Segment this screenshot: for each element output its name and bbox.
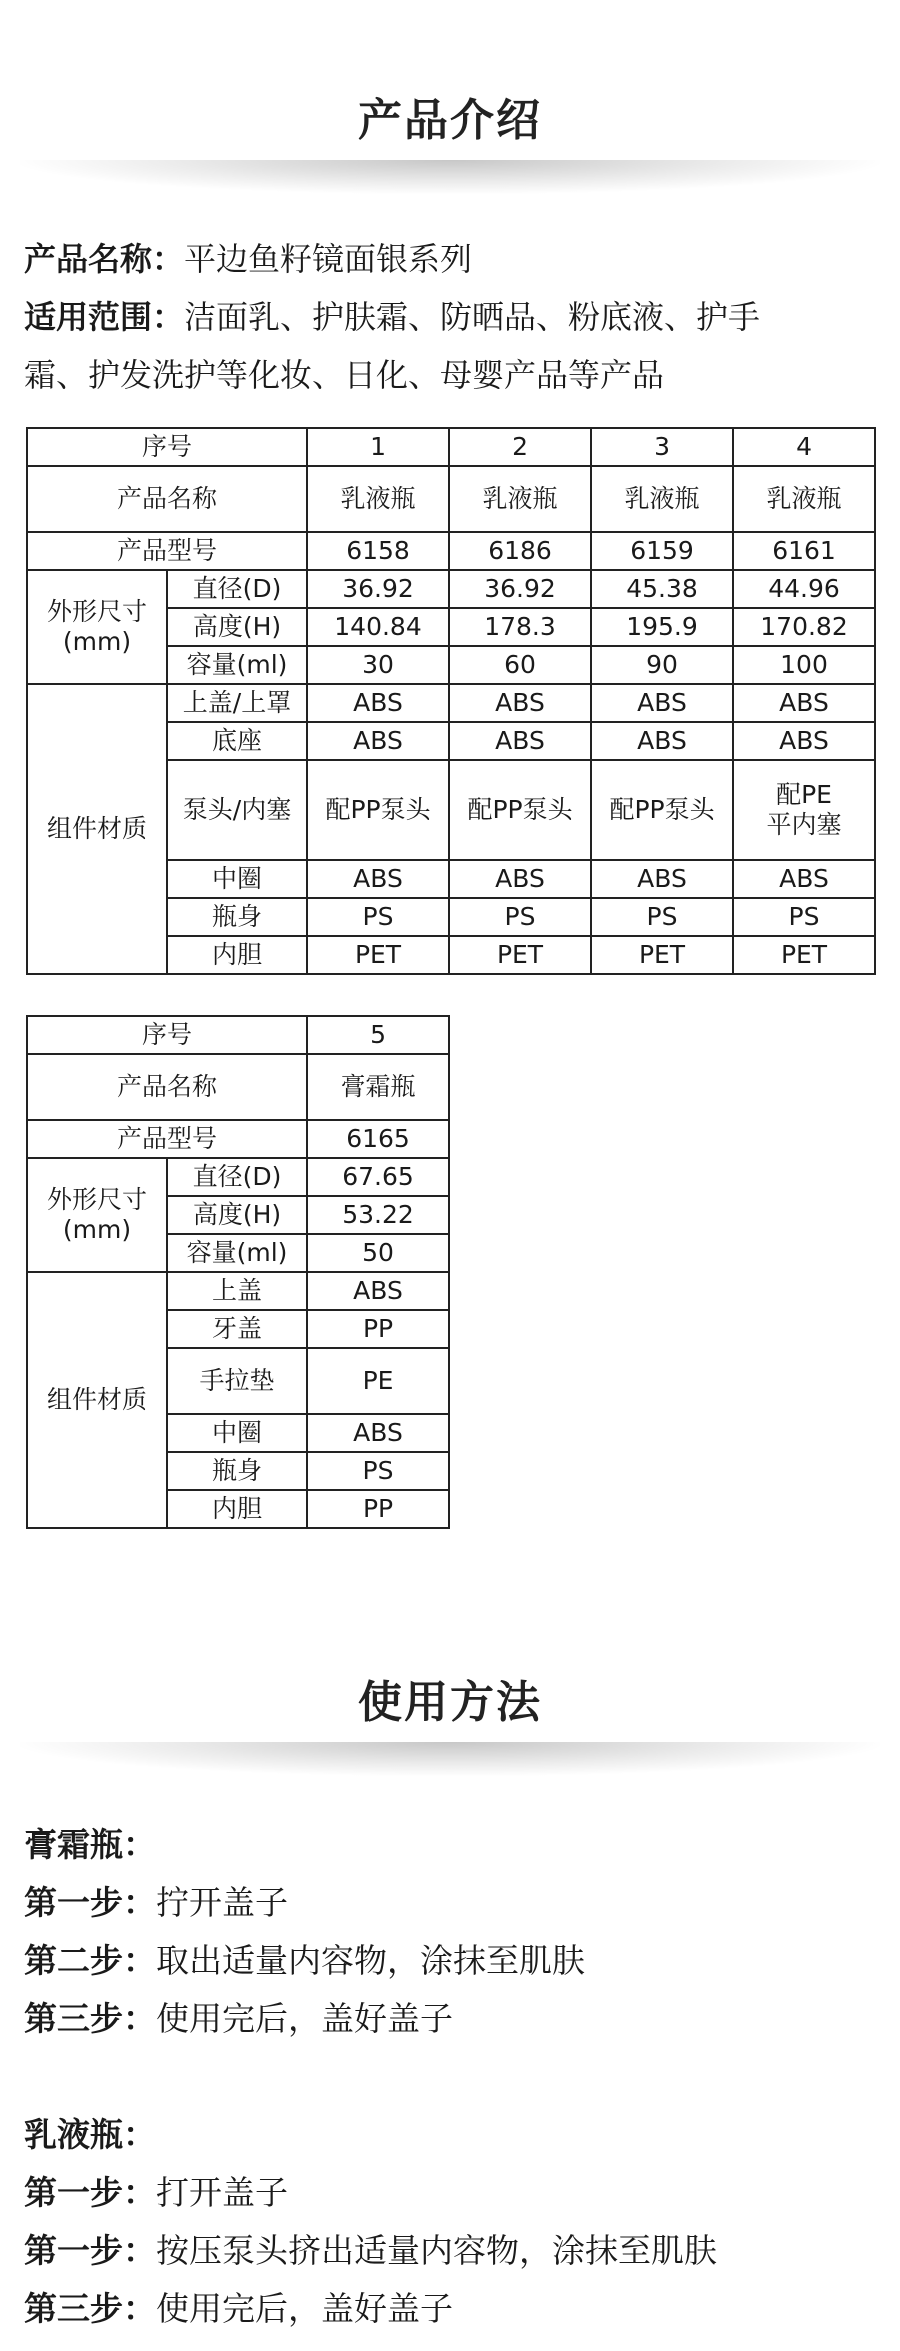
table-cell: PET [733, 936, 875, 974]
table-cell: PET [449, 936, 591, 974]
table-cell: 44.96 [733, 570, 875, 608]
table-row [27, 1120, 449, 1158]
table-cell: 6161 [733, 532, 875, 570]
scope-value-2: 霜、护发洗护等化妆、日化、母婴产品等产品 [24, 356, 665, 394]
table-row [27, 1272, 449, 1310]
row-label: 产品名称 [27, 1054, 307, 1120]
dim-group-label-1: 外形尺寸 [46, 1185, 147, 1214]
table-cell: 195.9 [591, 608, 733, 646]
row-label: 牙盖 [167, 1310, 307, 1348]
step-label: 第三步： [24, 2289, 156, 2328]
lotion-heading [24, 2106, 156, 2164]
row-label: 上盖/上罩 [167, 684, 307, 722]
row-label: 容量(ml) [167, 1234, 307, 1272]
row-label: 容量(ml) [167, 646, 307, 684]
cream-heading [24, 1816, 156, 1874]
cream-heading-text: 膏霜瓶： [24, 1825, 156, 1864]
table-cell [733, 760, 875, 860]
table-cell: ABS [307, 1272, 449, 1310]
table-cell: PE [307, 1348, 449, 1414]
table-cell: 178.3 [449, 608, 591, 646]
pump4-line1: 配PE [776, 780, 832, 809]
table-cell: 45.38 [591, 570, 733, 608]
step-label: 第三步： [24, 1999, 156, 2038]
table-cell: 乳液瓶 [307, 466, 449, 532]
table-cell: PP [307, 1310, 449, 1348]
table-cell: ABS [733, 860, 875, 898]
lotion-step [24, 2280, 453, 2338]
table-cell: PS [307, 898, 449, 936]
step-text: 按压泵头挤出适量内容物，涂抹至肌肤 [156, 2231, 717, 2270]
table-row [27, 570, 875, 608]
table-cell: 36.92 [449, 570, 591, 608]
usage-title: 使用方法 [358, 1677, 542, 1728]
row-label: 直径(D) [167, 570, 307, 608]
row-label: 底座 [167, 722, 307, 760]
step-label: 第一步： [24, 1883, 156, 1922]
header-label: 序号 [27, 428, 307, 466]
cream-step [24, 1990, 453, 2048]
table-cell: PS [591, 898, 733, 936]
table-cell: PP [307, 1490, 449, 1528]
table-cell: 90 [591, 646, 733, 684]
table-cell: 乳液瓶 [591, 466, 733, 532]
row-label: 瓶身 [167, 1452, 307, 1490]
pump4-line2: 平内塞 [766, 810, 842, 839]
col-number: 3 [591, 428, 733, 466]
row-label: 瓶身 [167, 898, 307, 936]
col-number: 4 [733, 428, 875, 466]
table-cell: 60 [449, 646, 591, 684]
lotion-heading-text: 乳液瓶： [24, 2115, 156, 2154]
table-row [27, 684, 875, 722]
lotion-step [24, 2164, 288, 2222]
row-label: 内胆 [167, 936, 307, 974]
product-name-value: 平边鱼籽镜面银系列 [184, 240, 473, 278]
table-cell: 乳液瓶 [449, 466, 591, 532]
col-number: 1 [307, 428, 449, 466]
table-cell: 67.65 [307, 1158, 449, 1196]
table-cell: PS [449, 898, 591, 936]
row-label: 产品名称 [27, 466, 307, 532]
table-cell: 6165 [307, 1120, 449, 1158]
header-label: 序号 [27, 1016, 307, 1054]
row-label: 直径(D) [167, 1158, 307, 1196]
step-text: 拧开盖子 [156, 1883, 288, 1922]
col-number: 5 [307, 1016, 449, 1054]
row-label: 高度(H) [167, 608, 307, 646]
dim-group-label-2: (mm) [62, 1215, 132, 1244]
table-cell: 膏霜瓶 [307, 1054, 449, 1120]
table-cell: 乳液瓶 [733, 466, 875, 532]
table-cell: 36.92 [307, 570, 449, 608]
scope-value-1: 洁面乳、护肤霜、防晒品、粉底液、护手 [184, 298, 761, 336]
row-label: 高度(H) [167, 1196, 307, 1234]
table-row [27, 1158, 449, 1196]
step-label: 第一步： [24, 2231, 156, 2270]
table-cell: 6159 [591, 532, 733, 570]
spec-table-2 [26, 1015, 450, 1529]
row-label: 中圈 [167, 1414, 307, 1452]
group-label [27, 1158, 167, 1272]
dim-group-label-1: 外形尺寸 [46, 597, 147, 626]
scope-line-1 [24, 288, 884, 346]
table-cell: 配PP泵头 [591, 760, 733, 860]
table-cell: 50 [307, 1234, 449, 1272]
table-cell: ABS [449, 684, 591, 722]
table-cell: 140.84 [307, 608, 449, 646]
table-cell: PS [733, 898, 875, 936]
table-cell: PET [307, 936, 449, 974]
table-cell: ABS [307, 1414, 449, 1452]
table-cell: ABS [733, 684, 875, 722]
lotion-step [24, 2222, 717, 2280]
step-text: 打开盖子 [156, 2173, 288, 2212]
table-cell: 配PP泵头 [307, 760, 449, 860]
row-label: 手拉垫 [167, 1348, 307, 1414]
row-label: 产品型号 [27, 532, 307, 570]
table-row [27, 466, 875, 532]
table-cell: 100 [733, 646, 875, 684]
group-label: 组件材质 [27, 1272, 167, 1528]
scope-label: 适用范围： [24, 298, 185, 336]
table-cell: ABS [591, 722, 733, 760]
title-underline-shadow [20, 160, 880, 194]
table-cell: ABS [307, 722, 449, 760]
table-cell: 6158 [307, 532, 449, 570]
product-name-label: 产品名称： [24, 240, 185, 278]
row-label: 产品型号 [27, 1120, 307, 1158]
product-name-line [24, 230, 884, 288]
table-cell: PS [307, 1452, 449, 1490]
table-cell: ABS [307, 860, 449, 898]
step-label: 第二步： [24, 1941, 156, 1980]
table-row [27, 532, 875, 570]
table-cell: 30 [307, 646, 449, 684]
step-text: 使用完后，盖好盖子 [156, 2289, 453, 2328]
step-label: 第一步： [24, 2173, 156, 2212]
table-cell: 6186 [449, 532, 591, 570]
dim-group-label-2: (mm) [62, 627, 132, 656]
table-cell: 53.22 [307, 1196, 449, 1234]
intro-title: 产品介绍 [358, 95, 542, 146]
table-row [27, 1054, 449, 1120]
table-cell: 170.82 [733, 608, 875, 646]
table-row [27, 428, 875, 466]
row-label: 内胆 [167, 1490, 307, 1528]
table-cell: ABS [449, 860, 591, 898]
cream-step [24, 1932, 585, 1990]
row-label: 上盖 [167, 1272, 307, 1310]
step-text: 取出适量内容物，涂抹至肌肤 [156, 1941, 585, 1980]
table-cell: ABS [591, 684, 733, 722]
col-number: 2 [449, 428, 591, 466]
row-label: 中圈 [167, 860, 307, 898]
table-cell: 配PP泵头 [449, 760, 591, 860]
step-text: 使用完后，盖好盖子 [156, 1999, 453, 2038]
cream-step [24, 1874, 288, 1932]
scope-line-2 [24, 346, 884, 404]
table-cell: ABS [591, 860, 733, 898]
table-cell: ABS [449, 722, 591, 760]
table-row [27, 1016, 449, 1054]
table-cell: PET [591, 936, 733, 974]
row-label: 泵头/内塞 [167, 760, 307, 860]
group-label: 组件材质 [27, 684, 167, 974]
title-underline-shadow [20, 1742, 880, 1776]
group-label [27, 570, 167, 684]
table-cell: ABS [733, 722, 875, 760]
spec-table-1 [26, 427, 876, 975]
table-cell: ABS [307, 684, 449, 722]
